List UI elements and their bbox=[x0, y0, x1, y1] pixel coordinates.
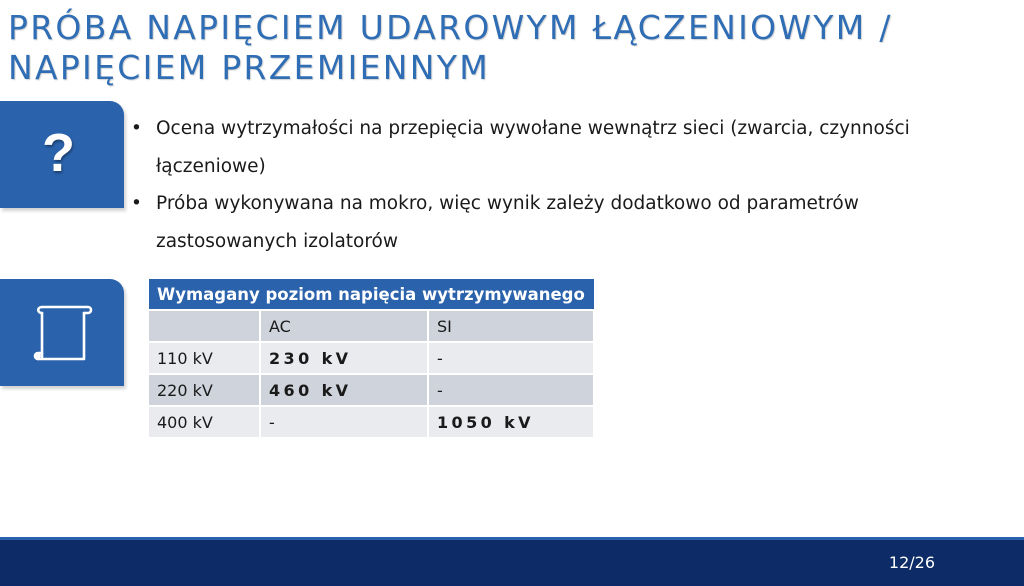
table-cell: - bbox=[428, 374, 594, 406]
table-header-cell: AC bbox=[260, 310, 428, 342]
table-row bbox=[149, 342, 594, 374]
table-title: Wymagany poziom napięcia wytrzymywanego bbox=[149, 279, 594, 310]
table-header-cell: SI bbox=[428, 310, 594, 342]
scroll-icon bbox=[28, 299, 94, 365]
slide-title-line-2: NAPIĘCIEM PRZEMIENNYM bbox=[8, 48, 490, 87]
page-number: 12/26 bbox=[888, 553, 935, 572]
table-cell: 220 kV bbox=[149, 374, 260, 406]
voltage-table bbox=[149, 279, 595, 439]
slide-title bbox=[8, 8, 1008, 88]
table-row bbox=[149, 406, 594, 438]
table-cell: 400 kV bbox=[149, 406, 260, 438]
table-cell: 460 kV bbox=[260, 374, 428, 406]
table-cell: 1050 kV bbox=[428, 406, 594, 438]
bullet-item: • Ocena wytrzymałości na przepięcia wywołane wewnątrz sieci (zwarcia, czynności łączeniowe) bbox=[130, 110, 960, 185]
footer-bar bbox=[0, 540, 1024, 586]
table-header-cell bbox=[149, 310, 260, 342]
question-tab bbox=[0, 101, 124, 208]
table-cell: - bbox=[428, 342, 594, 374]
table-row bbox=[149, 374, 594, 406]
table-header-row bbox=[149, 310, 594, 342]
bullet-list bbox=[130, 110, 960, 260]
slide-title-line-1: PRÓBA NAPIĘCIEM UDAROWYM ŁĄCZENIOWYM / bbox=[8, 8, 893, 47]
bullet-item: • Próba wykonywana na mokro, więc wynik zależy dodatkowo od parametrów zastosowanych izolatorów bbox=[130, 185, 960, 260]
scroll-tab bbox=[0, 279, 124, 386]
table-cell: - bbox=[260, 406, 428, 438]
table-cell: 230 kV bbox=[260, 342, 428, 374]
question-mark-icon: ? bbox=[42, 123, 75, 183]
table-cell: 110 kV bbox=[149, 342, 260, 374]
